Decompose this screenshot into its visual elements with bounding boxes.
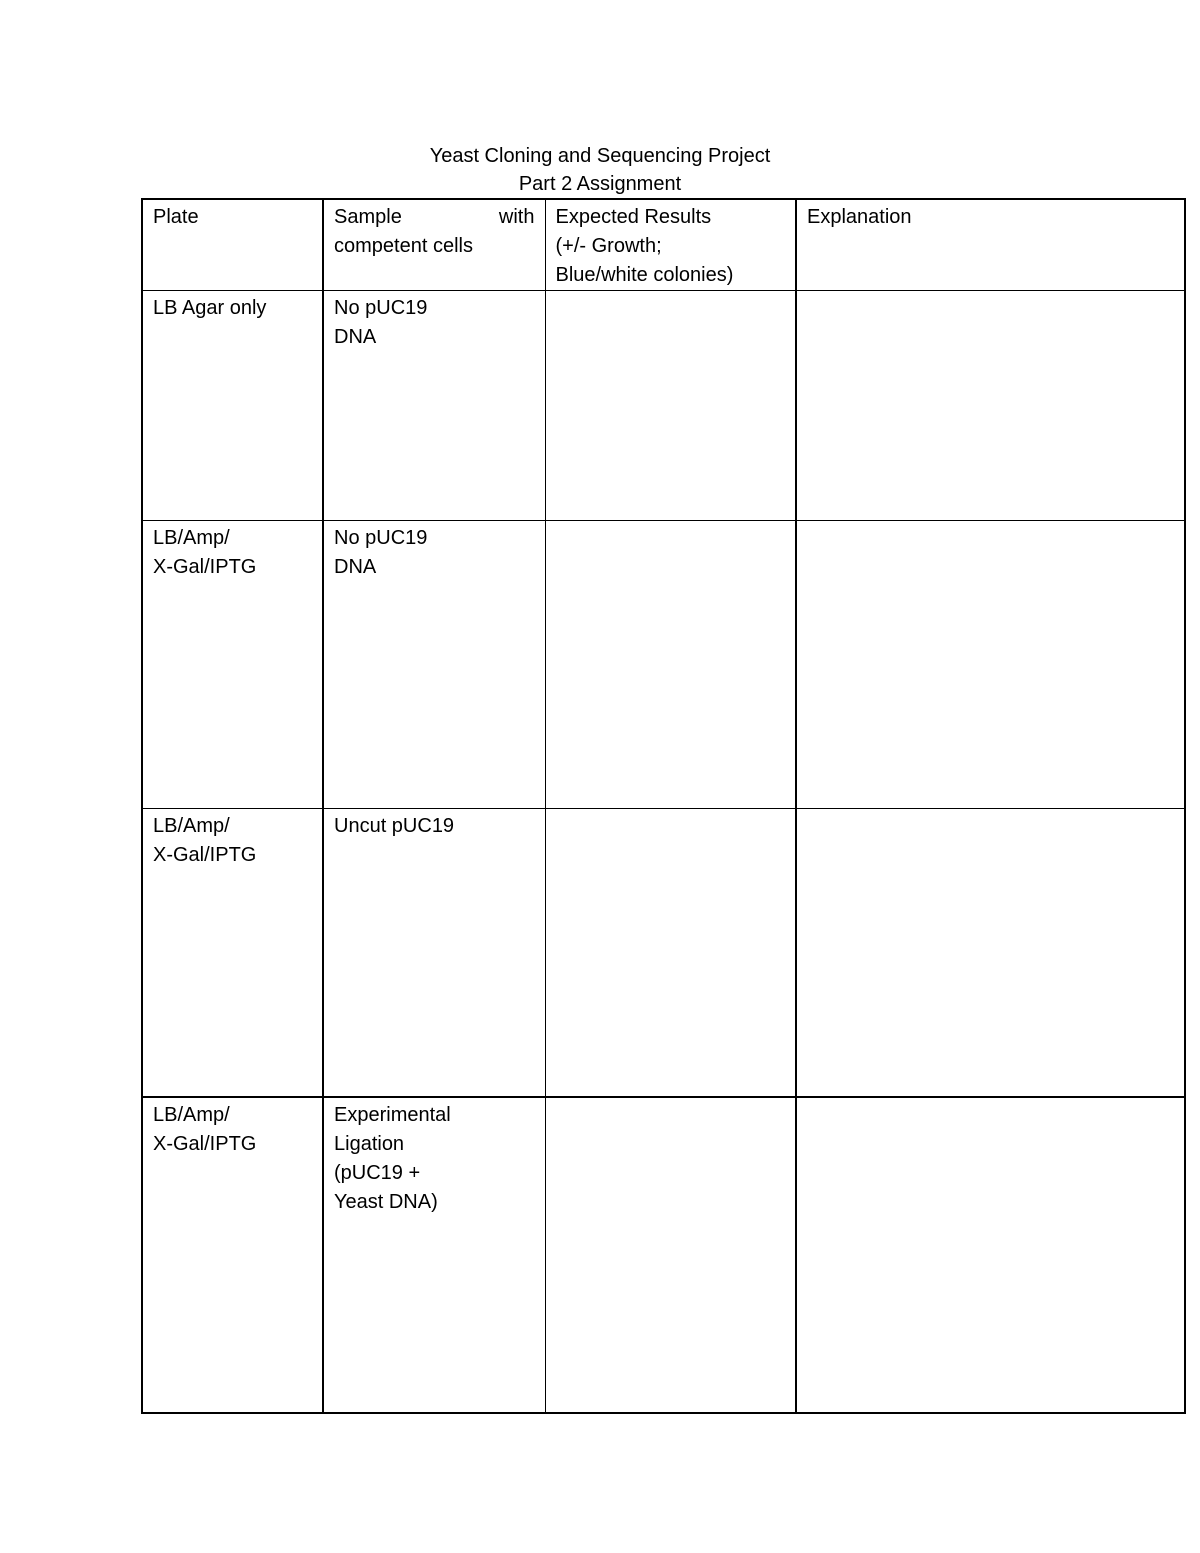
expected-results-cell[interactable]	[545, 1097, 796, 1413]
explanation-cell[interactable]	[796, 1097, 1185, 1413]
title-line-1: Yeast Cloning and Sequencing Project	[429, 145, 771, 167]
header-expected-results: Expected Results (+/- Growth; Blue/white colonies)	[545, 199, 796, 291]
table-row	[142, 1097, 1185, 1413]
sample-cell: No pUC19 DNA	[323, 521, 545, 809]
expected-results-cell[interactable]	[545, 809, 796, 1097]
plate-cell: LB/Amp/ X-Gal/IPTG	[142, 1097, 323, 1413]
table-row	[142, 809, 1185, 1097]
explanation-cell[interactable]	[796, 521, 1185, 809]
sample-cell: Uncut pUC19	[323, 809, 545, 1097]
table-row	[142, 291, 1185, 521]
expected-results-cell[interactable]	[545, 291, 796, 521]
header-plate: Plate	[142, 199, 323, 291]
sample-cell: Experimental Ligation (pUC19 + Yeast DNA)	[323, 1097, 545, 1413]
table-row	[142, 521, 1185, 809]
explanation-cell[interactable]	[796, 809, 1185, 1097]
plate-cell: LB/Amp/ X-Gal/IPTG	[142, 521, 323, 809]
title-line-2: Part 2 Assignment	[518, 173, 682, 195]
sample-cell: No pUC19 DNA	[323, 291, 545, 521]
explanation-cell[interactable]	[796, 291, 1185, 521]
assignment-table	[141, 198, 1186, 1414]
header-row	[142, 199, 1185, 291]
header-explanation: Explanation	[796, 199, 1185, 291]
expected-results-cell[interactable]	[545, 521, 796, 809]
plate-cell: LB/Amp/ X-Gal/IPTG	[142, 809, 323, 1097]
header-sample: Sample with competent cells	[323, 199, 545, 291]
plate-cell: LB Agar only	[142, 291, 323, 521]
document-title	[0, 142, 1200, 198]
